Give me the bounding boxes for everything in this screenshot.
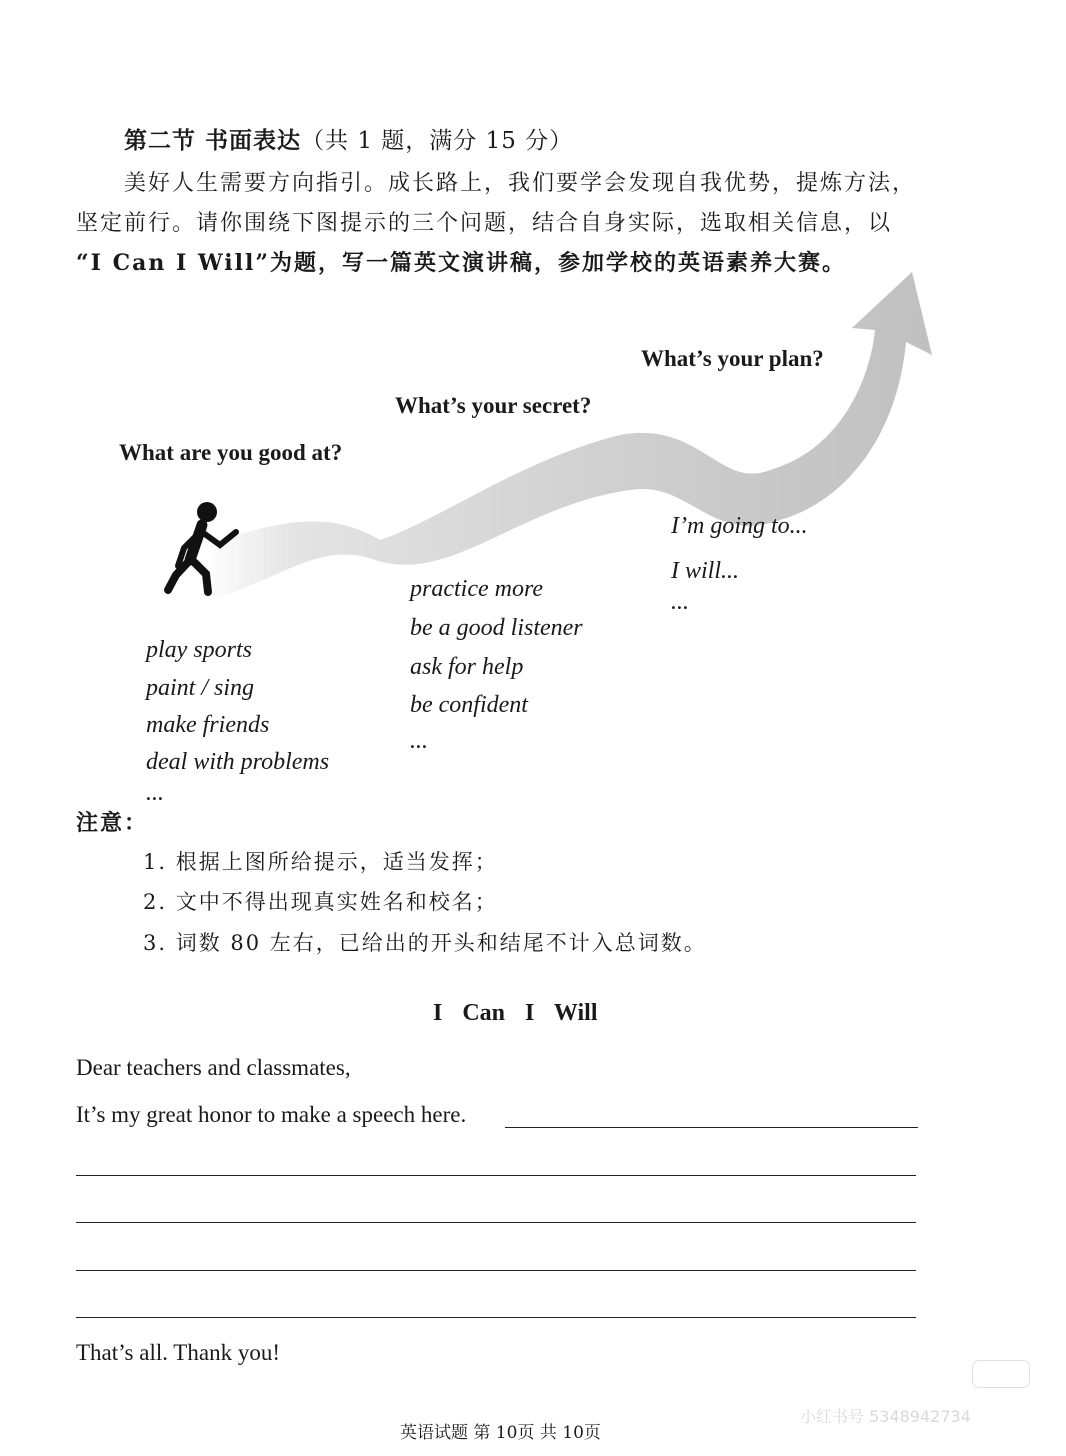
hint-col3-item: I will... (671, 558, 740, 584)
essay-title: I Can I Will (433, 1000, 598, 1026)
arrow-path (205, 272, 932, 600)
hint-col3-item: ... (671, 589, 689, 615)
hint-col3-item: I’m going to... (671, 513, 808, 539)
essay-opening: It’s my great honor to make a speech here. (76, 1102, 467, 1127)
hint-col1-item: ... (146, 780, 164, 806)
watermark-logo (972, 1360, 1030, 1388)
section-title (124, 122, 573, 155)
section-title-rest: （共 1 题，满分 15 分） (301, 128, 574, 154)
note-item: 2. 文中不得出现真实姓名和校名； (143, 890, 498, 914)
answer-line[interactable] (76, 1270, 916, 1271)
answer-line[interactable] (505, 1127, 918, 1128)
note-item: 3. 词数 80 左右，已给出的开头和结尾不计入总词数。 (143, 931, 707, 955)
answer-line[interactable] (76, 1222, 916, 1223)
hint-col2-item: ... (410, 728, 428, 754)
instruction-line-3: “I Can I Will”为题，写一篇英文演讲稿，参加学校的英语素养大赛。 (76, 250, 847, 276)
hint-col1-item: deal with problems (146, 749, 330, 775)
instruction-line-2: 坚定前行。请你围绕下图提示的三个问题，结合自身实际，选取相关信息，以 (76, 211, 893, 236)
answer-line[interactable] (76, 1175, 916, 1176)
question-good-at: What are you good at? (119, 440, 343, 465)
instruction-line-1: 美好人生需要方向指引。成长路上，我们要学会发现自我优势，提炼方法， (124, 171, 917, 196)
note-item: 1. 根据上图所给提示，适当发挥； (143, 850, 498, 874)
watermark-text: 小红书号 5348942734 (800, 1407, 971, 1426)
hint-col2-item: be confident (410, 692, 528, 718)
hint-col2-item: practice more (410, 576, 544, 602)
hint-col1-item: play sports (146, 637, 253, 663)
hint-col1-item: make friends (146, 712, 270, 738)
essay-greeting: Dear teachers and classmates, (76, 1055, 351, 1080)
answer-line[interactable] (76, 1317, 916, 1318)
section-title-bold: 第二节 书面表达 (124, 127, 302, 154)
hint-col2-item: ask for help (410, 654, 524, 680)
question-plan: What’s your plan? (641, 346, 824, 371)
essay-closing: That’s all. Thank you! (76, 1340, 280, 1365)
page-footer: 英语试题 第 10页 共 10页 (400, 1423, 601, 1443)
question-secret: What’s your secret? (395, 393, 592, 418)
notes-heading: 注意： (76, 810, 149, 836)
hint-col2-item: be a good listener (410, 615, 583, 641)
hint-col1-item: paint / sing (146, 675, 255, 701)
